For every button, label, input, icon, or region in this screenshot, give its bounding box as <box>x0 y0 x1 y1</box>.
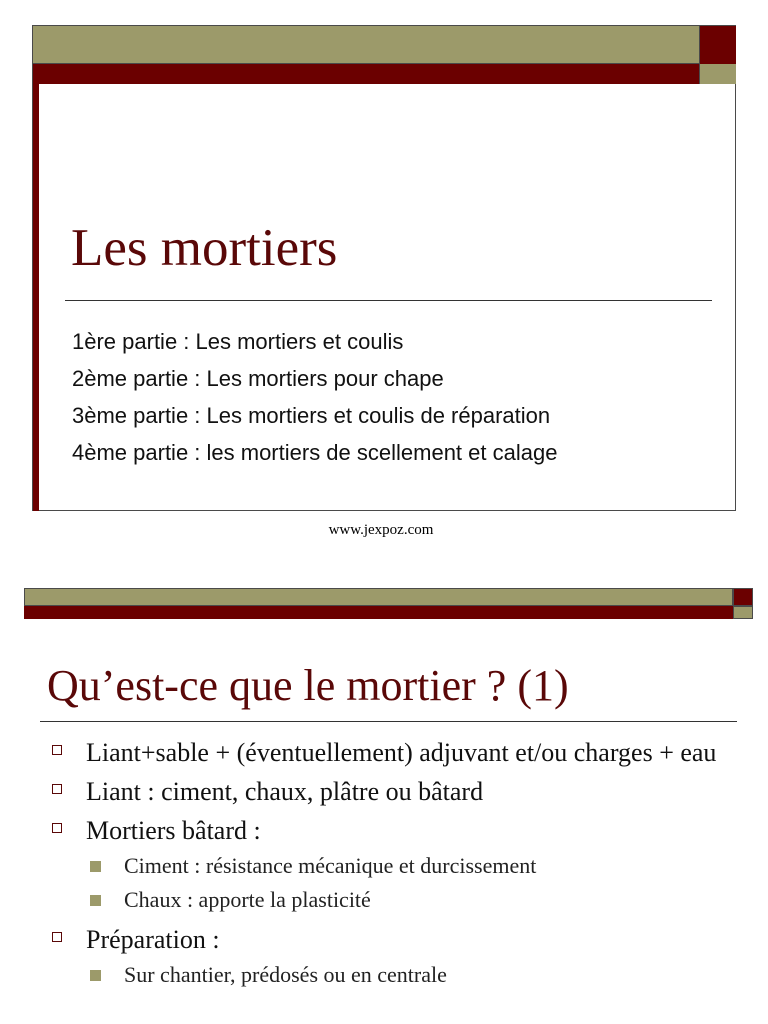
slide2-header-corner-square-lower <box>733 606 753 619</box>
part-item: 4ème partie : les mortiers de scellement et calage <box>72 440 558 465</box>
filled-square-bullet-icon <box>90 895 101 906</box>
bullet-item <box>48 736 728 769</box>
slide2-header-olive-band <box>24 588 733 606</box>
title-divider <box>65 300 712 301</box>
part-item: 3ème partie : Les mortiers et coulis de réparation <box>72 403 551 428</box>
sub-item-text: Ciment : résistance mécanique et durcissement <box>124 853 537 878</box>
website-caption: www.jexpoz.com <box>328 522 434 538</box>
hollow-square-bullet-icon <box>52 745 62 755</box>
part-item: 1ère partie : Les mortiers et coulis <box>72 329 404 354</box>
bullet-text: Préparation : <box>86 925 220 954</box>
slide2-title-divider <box>40 721 737 722</box>
hollow-square-bullet-icon <box>52 932 62 942</box>
slide-title: Les mortiers <box>71 219 338 277</box>
filled-square-bullet-icon <box>90 970 101 981</box>
bullet-text: Liant+sable + (éventuellement) adjuvant et/ou charges + eau <box>86 738 717 767</box>
filled-square-bullet-icon <box>90 861 101 872</box>
bullet-list <box>48 736 728 998</box>
header-olive-band <box>33 26 699 64</box>
bullet-item <box>48 775 728 808</box>
parts-list <box>72 323 557 471</box>
title-slide <box>32 25 736 511</box>
slide2-header-corner-square <box>733 588 753 606</box>
sub-item-text: Sur chantier, prédosés ou en centrale <box>124 962 447 987</box>
part-item: 2ème partie : Les mortiers pour chape <box>72 366 444 391</box>
sub-item <box>86 883 728 917</box>
sub-item <box>86 849 728 883</box>
bullet-item <box>48 814 728 917</box>
left-accent-bar <box>33 84 39 511</box>
bullet-text: Liant : ciment, chaux, plâtre ou bâtard <box>86 777 484 806</box>
hollow-square-bullet-icon <box>52 784 62 794</box>
header-corner-square <box>699 26 736 64</box>
header-corner-square-lower <box>699 64 736 84</box>
sub-list <box>86 958 728 992</box>
sub-item <box>86 958 728 992</box>
slide2-title: Qu’est-ce que le mortier ? (1) <box>47 661 569 710</box>
header-maroon-band <box>33 64 699 84</box>
bullet-item <box>48 923 728 992</box>
sub-list <box>86 849 728 917</box>
hollow-square-bullet-icon <box>52 823 62 833</box>
sub-item-text: Chaux : apporte la plasticité <box>124 887 371 912</box>
slide2-header-maroon-band <box>24 606 733 619</box>
bullet-text: Mortiers bâtard : <box>86 816 261 845</box>
